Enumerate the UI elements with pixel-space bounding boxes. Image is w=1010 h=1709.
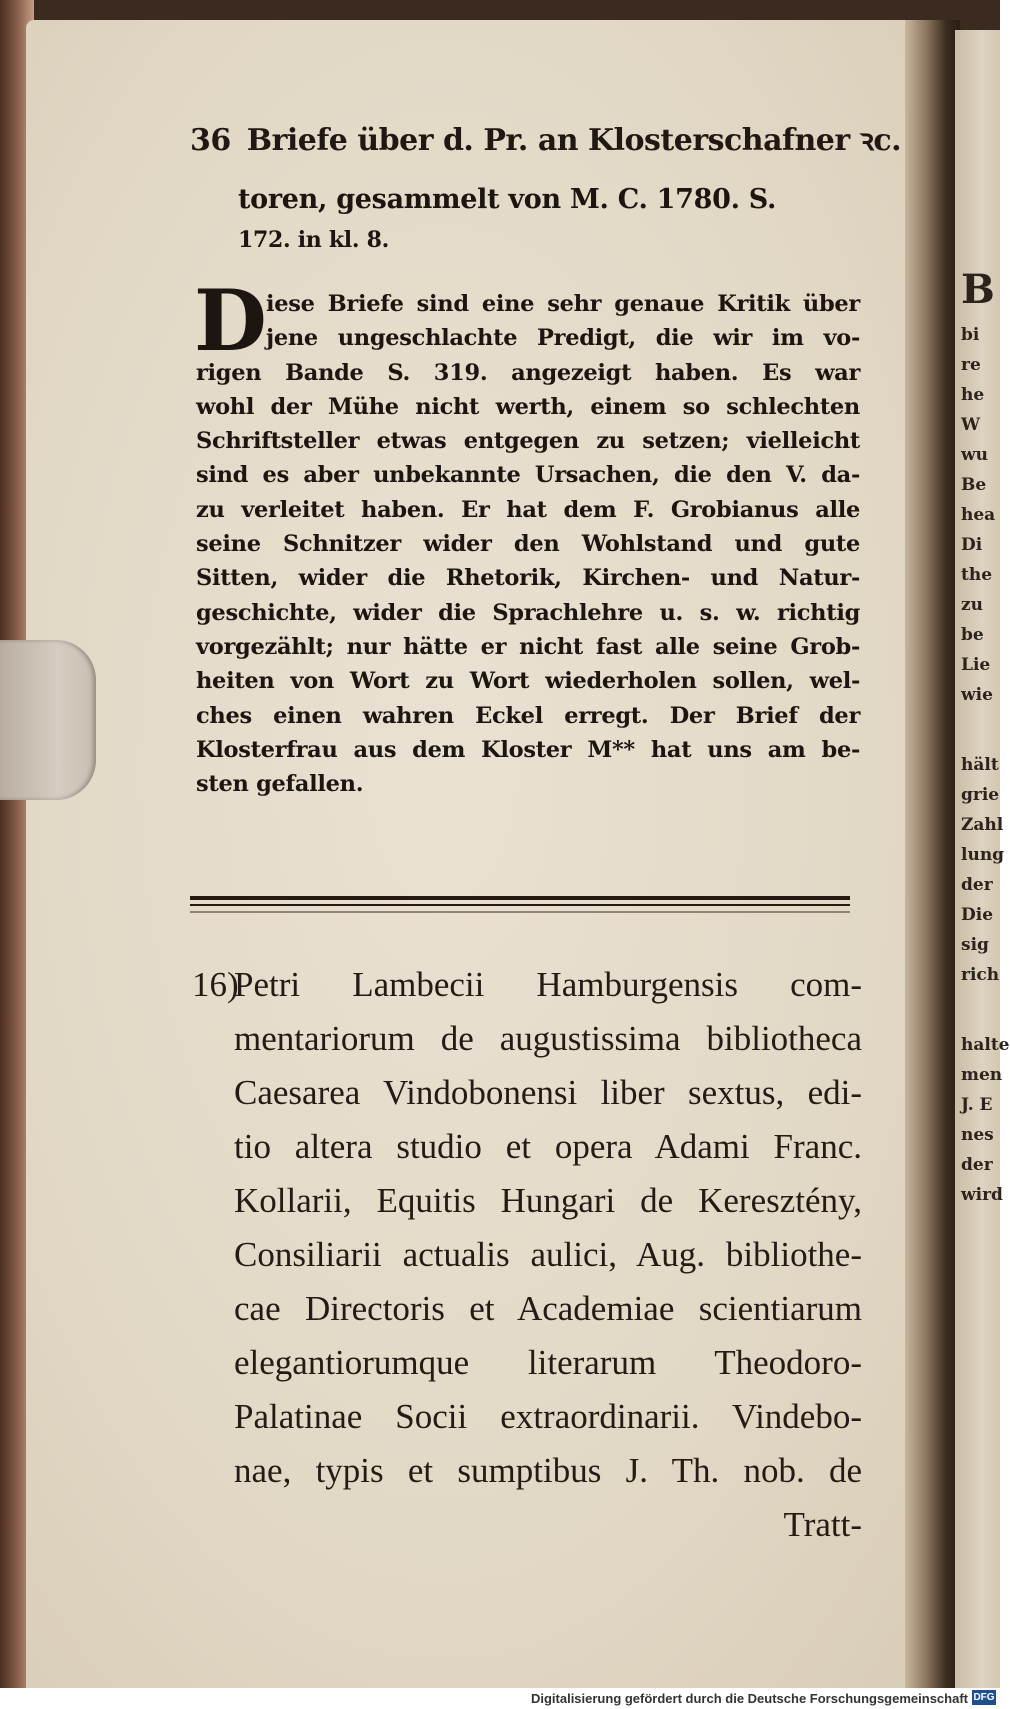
facing-page-text: rich [961,965,1000,985]
review-line: jene ungeschlachte Predigt, die wir im vo- [266,325,860,352]
citation-line: toren, gesammelt von M. C. 1780. S. [238,184,777,215]
facing-page-text: zu [961,595,984,615]
entry-line: cae Directoris et Academiae scientiarum [234,1289,862,1328]
review-paragraph [196,287,860,801]
facing-page-text: der [961,875,993,895]
facing-page-text: be [961,625,984,645]
continued-citation [238,178,858,258]
review-line: geschichte, wider die Sprachlehre u. s. w. richtig [196,599,860,626]
review-line: Klosterfrau aus dem Kloster M** hat uns am be- [196,736,860,763]
facing-page-text: lung [961,845,1005,865]
facing-page-text: der [961,1155,993,1175]
running-title: Briefe über d. Pr. an Klosterschafner ꝛc. [246,123,902,158]
review-line: heiten von Wort zu Wort wiederholen sollen, wel- [196,668,860,695]
entry-line: Caesarea Vindobonensi liber sextus, edi- [234,1073,862,1112]
running-header [190,118,902,159]
facing-page-text: halte [961,1035,1010,1055]
drop-cap: D [194,271,267,370]
review-line: iese Briefe sind eine sehr genaue Kritik über [266,291,860,317]
page-number: 36 [190,123,231,158]
review-line: Schriftsteller etwas entgegen zu setzen; vielleicht [196,428,860,455]
facing-page-text: the [961,565,993,585]
review-line: sind es aber unbekannte Ursachen, die den V. da- [196,462,860,489]
entry-line: mentariorum de augustissima bibliotheca [234,1019,862,1058]
entry-number: 16) [192,965,239,1004]
review-line: vorgezählt; nur hätte er nicht fast alle seine Grob- [196,633,860,660]
facing-page-text: hält [961,755,999,775]
facing-page-text: he [961,385,985,405]
section-divider [190,896,850,906]
review-line: Sitten, wider die Rhetorik, Kirchen- und Natur- [196,565,860,592]
section-divider-thin [190,911,850,913]
entry-line: elegantiorumque literarum Theodoro- [234,1343,862,1382]
review-line: seine Schnitzer wider den Wohlstand und gute [196,531,860,558]
facing-page-text: sig [961,935,989,955]
facing-page-text: hea [961,505,996,525]
review-line: sten gefallen. [196,771,364,798]
facing-page-text: Lie [961,655,991,675]
facing-page-text: grie [961,785,1000,805]
facing-page-text: Die [961,905,994,925]
facing-page-text: wird [961,1185,1003,1205]
facing-page-text: bi [961,325,980,345]
facing-page-text: J. E [961,1095,993,1115]
facing-page-fragment [955,30,1010,1688]
bookmark-tab [0,640,96,800]
review-line: ches einen wahren Eckel erregt. Der Brief der [196,702,860,729]
facing-page-text: Di [961,535,983,555]
facing-page-text: Be [961,475,987,495]
page-gutter [905,20,960,1688]
citation-line: 172. in kl. 8. [238,227,389,253]
facing-page-text: Zahl [961,815,1004,835]
entry-line: Tratt- [783,1505,862,1544]
entry-line: Palatinae Socii extraordinarii. Vindebo- [234,1397,862,1436]
entry-line [192,958,862,1012]
facing-page-text: nes [961,1125,994,1145]
entry-line: Kollarii, Equitis Hungari de Keresztény, [234,1181,862,1220]
facing-page-text: wu [961,445,988,465]
facing-page-text: men [961,1065,1003,1085]
facing-page-text: re [961,355,981,375]
entry-line-text: Petri Lambecii Hamburgensis com- [234,965,862,1004]
entry-line: tio altera studio et opera Adami Franc. [234,1127,862,1166]
bibliography-entry [192,958,862,1552]
facing-page-text: B [961,266,995,313]
review-line: wohl der Mühe nicht werth, einem so schlechten [196,393,860,420]
facing-page-text: W [961,415,981,435]
dfg-logo: DFG [973,1692,995,1703]
review-line: rigen Bande S. 319. angezeigt haben. Es war [196,359,860,386]
facing-page-text: wie [961,685,993,705]
entry-line: Consiliarii actualis aulici, Aug. bibliothe- [234,1235,862,1274]
review-line: zu verleitet haben. Er hat dem F. Grobianus alle [196,496,860,523]
footer-bar [0,1688,1000,1709]
funding-credit: Digitalisierung gefördert durch die Deutsche Forschungsgemeinschaft [530,1691,968,1706]
entry-line: nae, typis et sumptibus J. Th. nob. de [234,1451,862,1490]
